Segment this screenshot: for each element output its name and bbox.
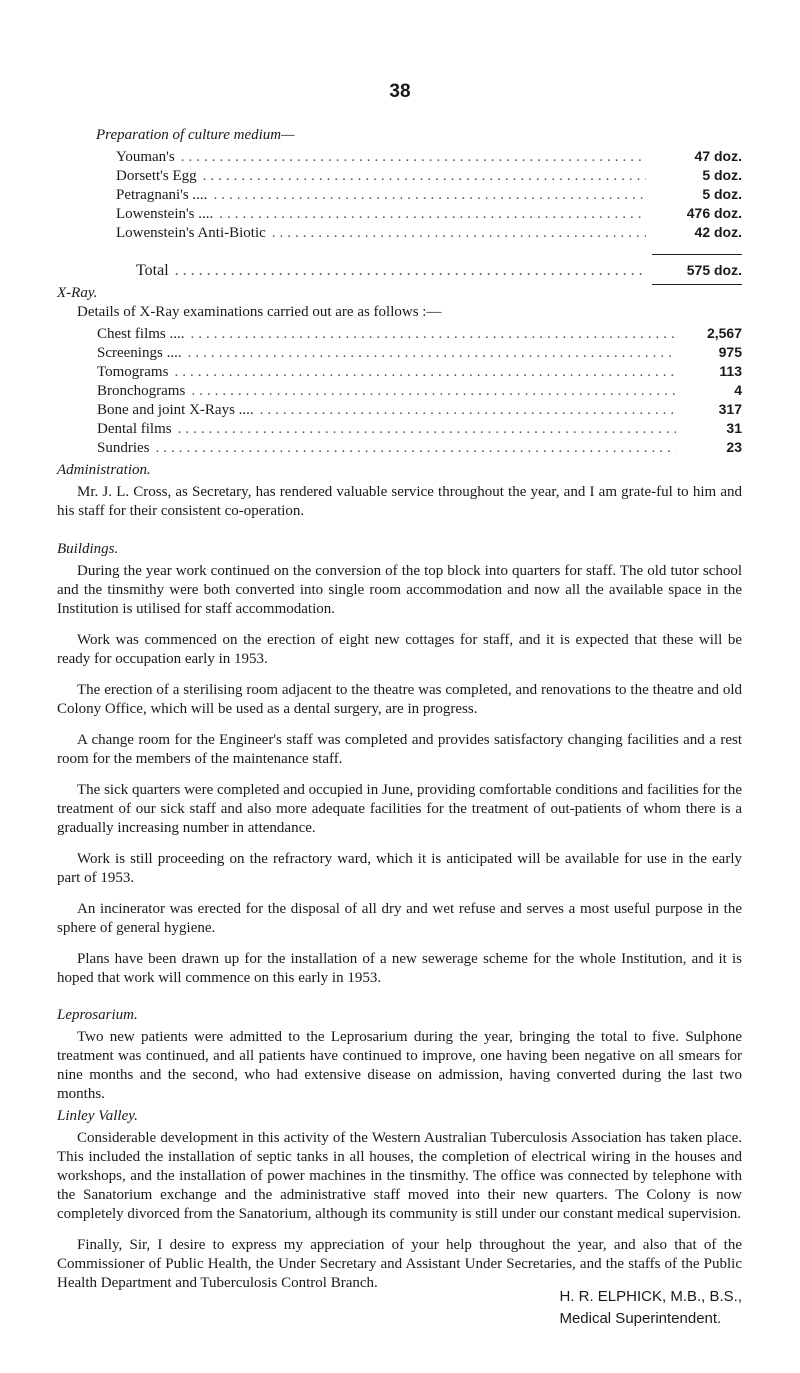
paragraph: Finally, Sir, I desire to express my appreciation of your help throughout the year, and also that of the Commissioner of Public Health, the Under Secretary and Assistant Under Secretaries, and the staffs of the Public Health Department and Tuberculosis Control Branch. [57, 1237, 742, 1291]
culture-medium-section [96, 126, 742, 285]
list-item: Bone and joint X-Rays .... ..... 317 [97, 400, 742, 419]
list-item: Lowenstein's .... ..... 476 doz. [116, 204, 742, 223]
paragraph: During the year work continued on the conversion of the top block into quarters for staff. The old tutor school and the tinsmithy were both converted into single room accommodation and now all the available space in the Institution is utilised for staff accommodation. [57, 563, 742, 617]
paragraph: Work is still proceeding on the refractory ward, which it is anticipated will be available for use in the early part of 1953. [57, 851, 742, 886]
buildings-heading: Buildings. [57, 541, 119, 557]
list-item: Tomograms ..... 113 [97, 362, 742, 381]
paragraph: The erection of a sterilising room adjacent to the theatre was completed, and renovations to the theatre and old Colony Office, which will be used as a dental surgery, are in progress. [57, 682, 742, 717]
paragraph: Two new patients were admitted to the Leprosarium during the year, bringing the total to five. Sulphone treatment was continued, and all patients have continued to improve, one having been negative on all smears for nine months and the second, who had extensive disease on admission, having converted during the last two months. [57, 1029, 742, 1102]
xray-list [97, 324, 742, 457]
culture-heading: Preparation of culture medium— [96, 127, 295, 143]
administration-section [57, 461, 742, 533]
signatory-name: H. R. ELPHICK, M.B., B.S., [559, 1288, 742, 1305]
list-item: Dorsett's Egg ..... 5 doz. [116, 166, 742, 185]
total-row [116, 261, 742, 280]
total-label: Total [136, 262, 169, 279]
list-item: Petragnani's .... ..... 5 doz. [116, 185, 742, 204]
paragraph: Considerable development in this activity of the Western Australian Tuberculosis Association has taken place. This included the installation of septic tanks in all houses, the completion of electrical wiring in the houses and workshops, and the installation of power machines in the tinsmithy. The office was connected by telephone with the Sanatorium exchange and the administrative staff moved into their new quarters. The Colony is now completely divorced from the Sanatorium, although its community is still under our constant medical supervision. [57, 1130, 742, 1222]
list-item: Screenings .... ..... 975 [97, 343, 742, 362]
signatory-title: Medical Superintendent. [559, 1310, 722, 1327]
signature-block [559, 1286, 742, 1330]
xray-intro: Details of X-Ray examinations carried out are as follows :— [77, 304, 442, 320]
list-item: Lowenstein's Anti-Biotic ..... 42 doz. [116, 223, 742, 242]
leprosarium-heading: Leprosarium. [57, 1007, 138, 1023]
total-rule-top [652, 254, 742, 255]
paragraph: The sick quarters were completed and occupied in June, providing comfortable conditions and facilities for the treatment of our sick staff and also more adequate facilities for the treatment of out-patients of whom there is a gradually increasing number in attendance. [57, 782, 742, 836]
administration-paragraph: Mr. J. L. Cross, as Secretary, has rendered valuable service throughout the year, and I am grate-ful to him and his staff for their consistent co-operation. [57, 484, 742, 519]
list-item: Bronchograms ..... 4 [97, 381, 742, 400]
paragraph: A change room for the Engineer's staff was completed and provides satisfactory changing facilities and a rest room for the members of the maintenance staff. [57, 732, 742, 767]
total-value: 575 doz. [686, 262, 742, 278]
paragraph: An incinerator was erected for the disposal of all dry and wet refuse and serves a most useful purpose in the sphere of general hygiene. [57, 901, 742, 936]
linley-valley-heading: Linley Valley. [57, 1108, 138, 1124]
administration-heading: Administration. [57, 462, 151, 478]
list-item: Youman's ..... 47 doz. [116, 147, 742, 166]
list-item: Sundries ..... 23 [97, 438, 742, 457]
xray-section [57, 284, 742, 457]
leprosarium-section [57, 1006, 742, 1116]
paragraph: Plans have been drawn up for the installation of a new sewerage scheme for the whole Institution, and it is hoped that work will commence on this early in 1953. [57, 951, 742, 986]
buildings-section [57, 540, 742, 1000]
list-item: Chest films .... ..... 2,567 [97, 324, 742, 343]
culture-list [116, 147, 742, 242]
list-item: Dental films ..... 31 [97, 419, 742, 438]
xray-heading: X-Ray. [57, 285, 98, 301]
paragraph: Work was commenced on the erection of eight new cottages for staff, and it is expected that these will be ready for occupation early in 1953. [57, 632, 742, 667]
linley-valley-section [57, 1107, 742, 1305]
page-number: 38 [389, 81, 411, 102]
